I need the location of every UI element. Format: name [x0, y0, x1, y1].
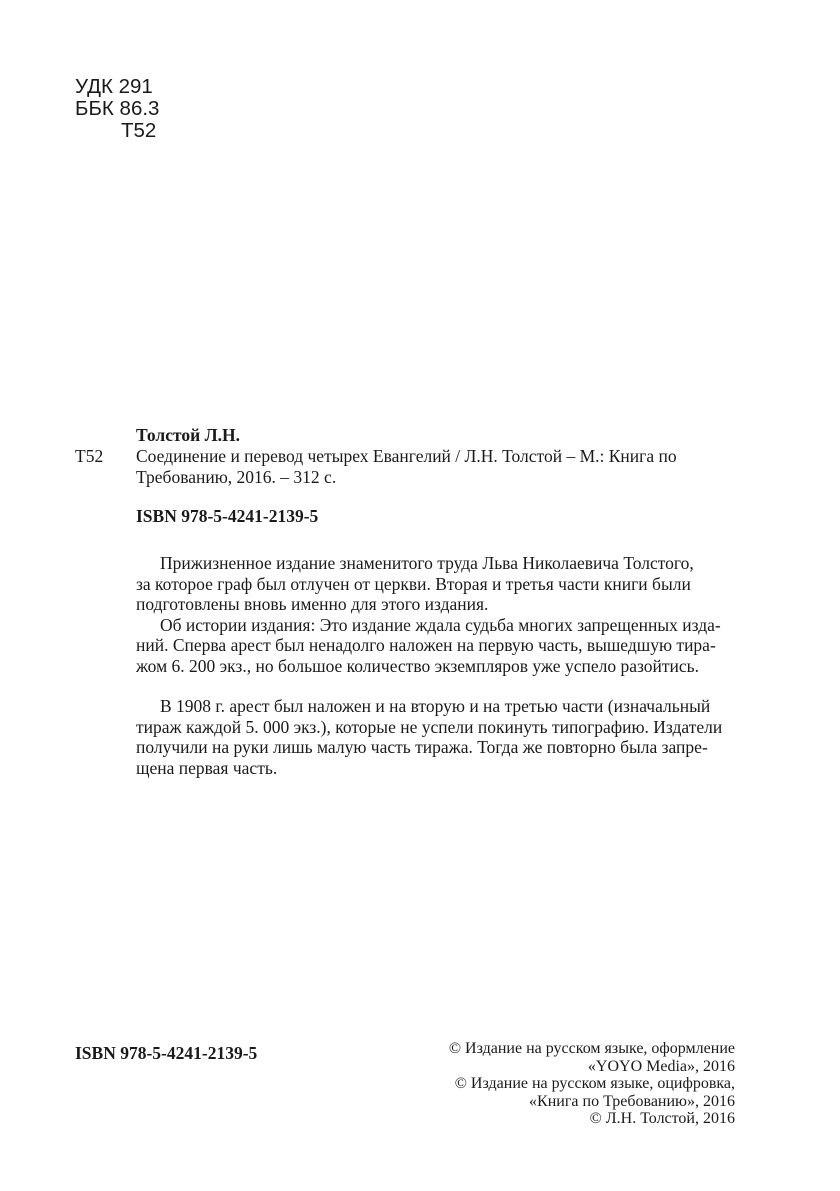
author-mark: Т52 [121, 119, 157, 142]
annotation-line: Прижизненное издание знаменитого труда Льва Николаевича Толстого, [160, 553, 694, 573]
annotation-line: за которое граф был отлучен от церкви. Вторая и третья части книги были [136, 573, 691, 594]
annotation-line: получили на руки лишь малую часть тиража. Тогда же повторно была запре- [136, 737, 708, 757]
copyright-line: «Книга по Требованию», 2016 [529, 1092, 735, 1110]
copyright-block [449, 1040, 735, 1128]
catalog-isbn: ISBN 978-5-4241-2139-5 [136, 506, 319, 526]
catalog-body [136, 425, 746, 488]
footer-isbn: ISBN 978-5-4241-2139-5 [75, 1043, 258, 1063]
annotation-line: ний. Сперва арест был ненадолго наложен на первую часть, вышедшую тира- [136, 635, 716, 655]
copyright-line: © Издание на русском языке, оформление [448, 1040, 735, 1057]
annotation-line: подготовлены вновь именно для этого издания. [136, 594, 489, 614]
copyright-line: © Л.Н. Толстой, 2016 [589, 1110, 735, 1127]
copyright-line: © Издание на русском языке, оцифровка, [454, 1075, 735, 1092]
annotation-line: В 1908 г. арест был наложен и на вторую и на третью части (изначальный [160, 696, 711, 716]
bbk-code: ББК 86.3 [75, 97, 160, 120]
udk-code: УДК 291 [75, 75, 153, 98]
annotation-line: щена первая часть. [136, 757, 278, 778]
annotation [136, 553, 731, 778]
classification-codes [75, 76, 159, 142]
catalog-description-line: Требованию, 2016. – 312 с. [136, 467, 337, 487]
catalog-author: Толстой Л.Н. [136, 425, 240, 445]
annotation-line: Об истории издания: Это издание ждала судьба многих запрещенных изда- [160, 614, 721, 635]
catalog-description-line: Соединение и перевод четырех Евангелий / Л.Н. Толстой – М.: Книга по [136, 446, 677, 466]
annotation-line: жом 6. 200 экз., но большое количество экземпляров уже успело разойтись. [136, 655, 700, 676]
copyright-line: «YOYO Media», 2016 [587, 1057, 735, 1075]
annotation-line: тираж каждой 5. 000 экз.), которые не успели покинуть типографию. Издатели [136, 716, 723, 737]
catalog-author-mark: Т52 [75, 446, 104, 466]
